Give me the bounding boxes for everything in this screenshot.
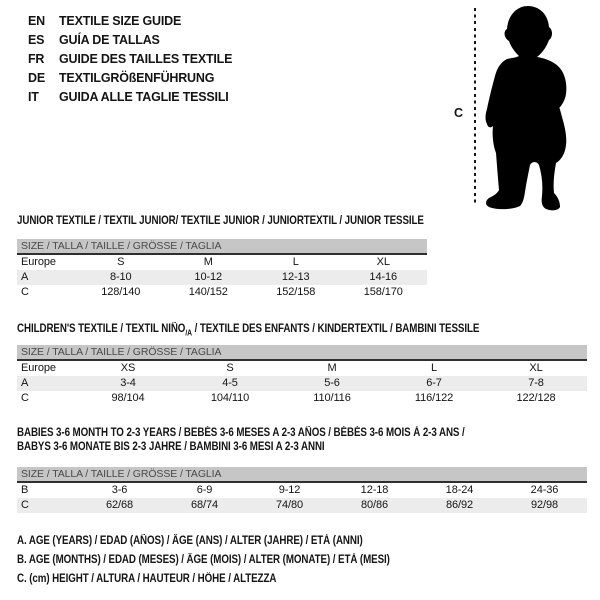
height-cell: 140/152: [188, 286, 228, 298]
height-cell: 86/92: [445, 499, 474, 511]
age-cell: 5-6: [324, 377, 340, 389]
height-cell: 128/140: [101, 286, 141, 298]
legend-line-height: C. (cm) HEIGHT / ALTURA / HAUTEUR / HÖHE / ALTEZZA: [17, 573, 277, 585]
row-label: C: [21, 286, 29, 298]
size-header-band: SIZE / TALLA / TAILLE / GRÖSSE / TAGLIA: [17, 345, 587, 361]
months-cell: 3-6: [111, 484, 128, 496]
language-row: [28, 49, 232, 68]
size-cell: S: [226, 362, 234, 374]
section-title-subscript: /A: [185, 328, 192, 338]
size-cell: L: [292, 256, 299, 268]
language-row: [28, 11, 232, 30]
language-label: TEXTILGRÖßENFÜHRUNG: [59, 70, 215, 85]
age-cell: 7-8: [528, 377, 544, 389]
section-title-children: [17, 322, 479, 340]
height-cell: 158/170: [363, 286, 403, 298]
language-label: TEXTILE SIZE GUIDE: [59, 13, 182, 28]
language-code: FR: [28, 51, 45, 66]
months-cell: 9-12: [278, 484, 301, 496]
height-cell: 62/68: [105, 499, 134, 511]
row-label: A: [21, 271, 29, 283]
height-cell: 116/122: [414, 392, 454, 404]
size-cell: L: [430, 362, 438, 374]
language-row: [28, 68, 232, 87]
age-cell: 12-13: [281, 271, 310, 283]
height-cell: 122/128: [516, 392, 556, 404]
section-title-junior: JUNIOR TEXTILE / TEXTIL JUNIOR/ TEXTILE JUNIOR / JUNIORTEXTIL / JUNIOR TESSILE: [17, 215, 424, 227]
age-cell: 10-12: [194, 271, 223, 283]
table-row-height: [17, 285, 427, 300]
size-cell: S: [117, 256, 125, 268]
size-cell: XL: [529, 362, 543, 374]
row-label: A: [21, 377, 29, 389]
size-cell: XS: [120, 362, 136, 374]
height-measure-label: C: [454, 106, 464, 120]
age-cell: 8-10: [109, 271, 132, 283]
children-size-table: [17, 345, 587, 406]
size-cell: M: [203, 256, 213, 268]
height-cell: 110/116: [313, 392, 351, 404]
language-code: ES: [28, 32, 45, 47]
row-label: B: [21, 484, 29, 496]
height-cell: 92/98: [530, 499, 559, 511]
language-code: EN: [28, 13, 45, 28]
table-row-age: [17, 376, 587, 391]
months-cell: 12-18: [360, 484, 389, 496]
babies-size-table: [17, 467, 587, 513]
age-cell: 3-4: [120, 377, 136, 389]
section-title-line: BABIES 3-6 MONTH TO 2-3 YEARS / BEBÉS 3-6 MESES A 2-3 AÑOS / BÉBÉS 3-6 MOIS À 2-3 ANS /: [17, 427, 465, 439]
section-title-text: CHILDREN'S TEXTILE / TEXTIL NIÑO: [17, 323, 186, 335]
height-cell: 104/110: [210, 392, 250, 404]
size-header-band: SIZE / TALLA / TAILLE / GRÖSSE / TAGLIA: [17, 239, 427, 255]
measure-legend: [17, 532, 456, 589]
height-cell: 152/158: [276, 286, 316, 298]
language-list: [28, 11, 232, 106]
legend-line-age-months: B. AGE (MONTHS) / EDAD (MESES) / ÂGE (MOIS) / ALTER (MONATE) / ETÀ (MESI): [17, 554, 390, 566]
table-row-europe: [17, 255, 427, 270]
language-code: DE: [28, 70, 45, 85]
row-label: C: [21, 392, 29, 404]
months-cell: 24-36: [530, 484, 559, 496]
language-label: GUÍA DE TALLAS: [59, 32, 160, 47]
junior-size-table: [17, 239, 427, 300]
section-title-line: BABYS 3-6 MONATE BIS 2-3 JAHRE / BAMBINI 3-6 MESI A 2-3 ANNI: [17, 441, 325, 453]
height-cell: 74/80: [275, 499, 304, 511]
size-header-band: SIZE / TALLA / TAILLE / GRÖSSE / TAGLIA: [17, 467, 587, 483]
age-cell: 14-16: [369, 271, 398, 283]
size-cell: M: [327, 362, 337, 374]
section-title-text: / TEXTILE DES ENFANTS / KINDERTEXTIL / BAMBINI TESSILE: [191, 323, 480, 335]
row-label: Europe: [21, 256, 56, 268]
language-row: [28, 30, 232, 49]
months-cell: 18-24: [445, 484, 474, 496]
months-cell: 6-9: [196, 484, 213, 496]
height-cell: 80/86: [360, 499, 389, 511]
table-row-height: [17, 391, 587, 406]
height-cell: 98/104: [111, 392, 145, 404]
language-code: IT: [28, 89, 39, 104]
table-row-height: [17, 498, 587, 513]
row-label: Europe: [21, 362, 56, 374]
size-cell: XL: [376, 256, 390, 268]
height-cell: 68/74: [190, 499, 219, 511]
age-cell: 4-5: [222, 377, 238, 389]
section-title-babies: [17, 426, 465, 454]
baby-silhouette-icon: [484, 4, 572, 214]
table-row-europe: [17, 361, 587, 376]
table-row-age: [17, 270, 427, 285]
legend-line-age-years: A. AGE (YEARS) / EDAD (AÑOS) / ÂGE (ANS) / ALTER (JAHRE) / ETÀ (ANNI): [17, 535, 363, 547]
language-label: GUIDA ALLE TAGLIE TESSILI: [59, 89, 229, 104]
age-cell: 6-7: [426, 377, 442, 389]
height-measure-dotted-line: [474, 8, 476, 206]
language-row: [28, 87, 232, 106]
table-row-months: [17, 483, 587, 498]
language-label: GUIDE DES TAILLES TEXTILE: [59, 51, 233, 66]
row-label: C: [21, 499, 29, 511]
